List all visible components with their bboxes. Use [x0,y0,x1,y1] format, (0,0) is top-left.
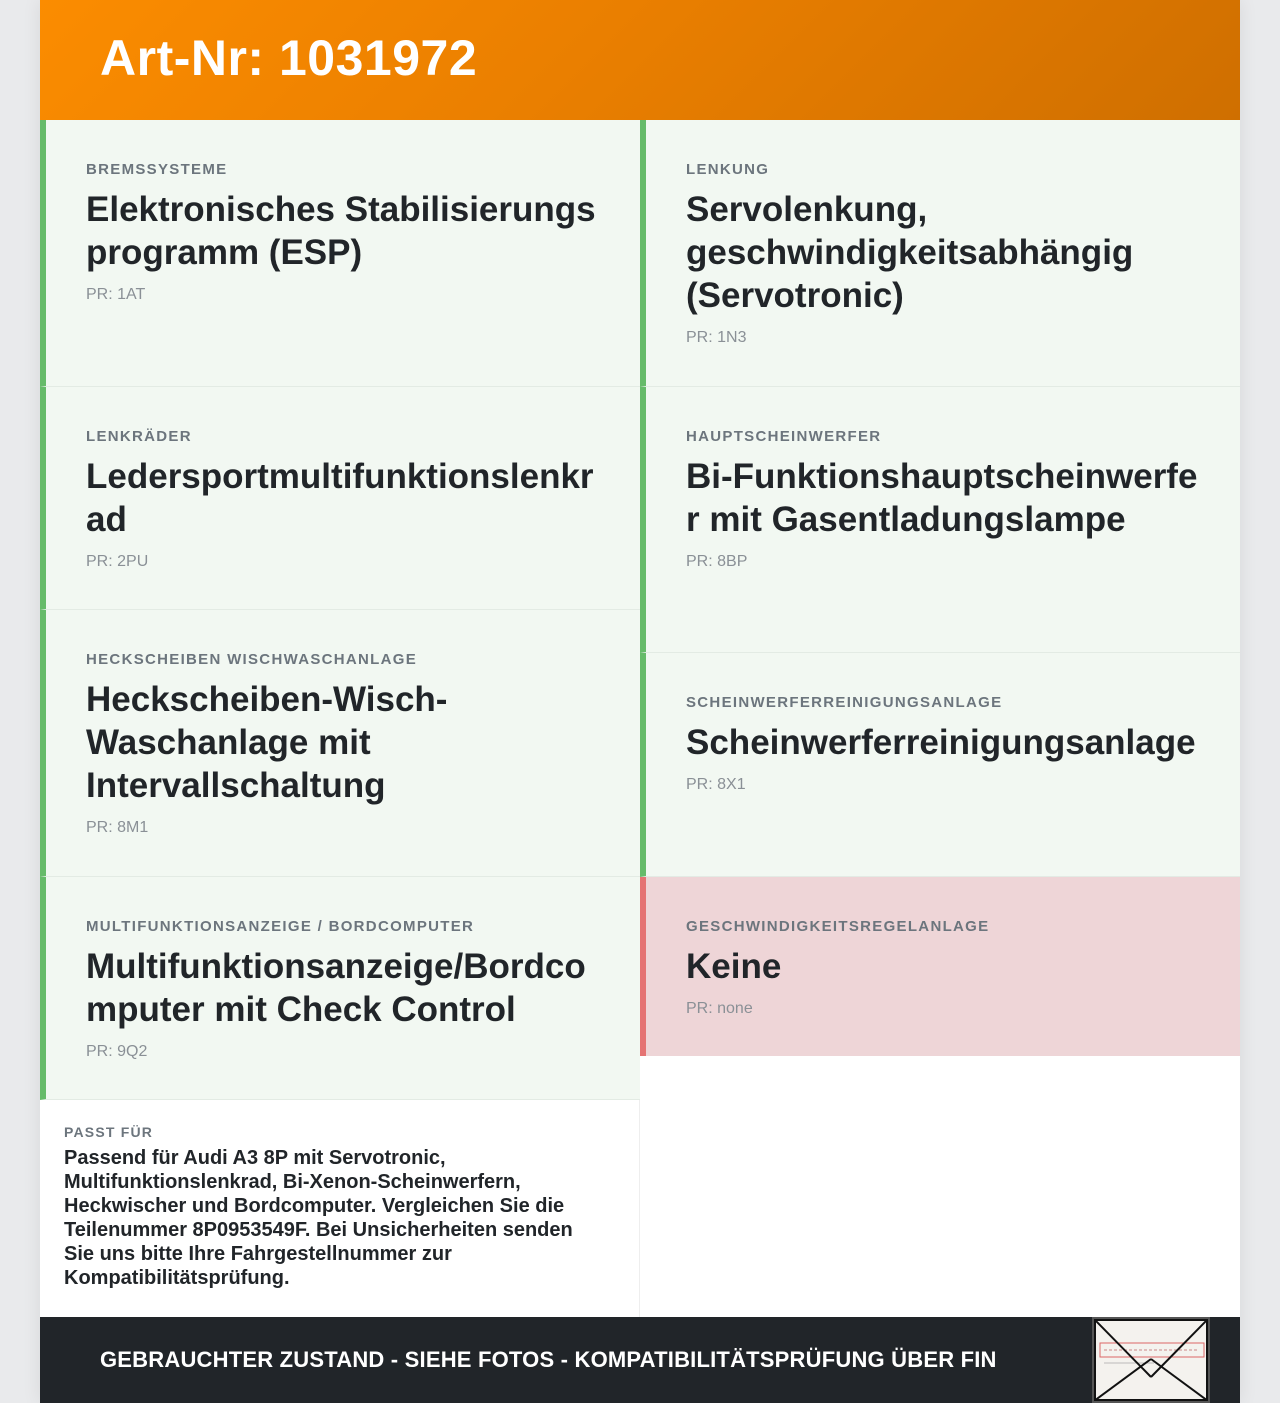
equipment-card-headlight-washer [640,653,1240,877]
equipment-title: Elektronisches Stabilisierungsprogramm (ESP) [86,190,596,272]
header-bar [40,0,1240,120]
equipment-card-steering [640,120,1240,387]
equipment-category: HAUPTSCHEINWERFER [686,428,882,445]
equipment-pr-code: PR: none [686,1000,753,1017]
equipment-category: MULTIFUNKTIONSANZEIGE / BORDCOMPUTER [86,918,475,935]
equipment-pr-code: PR: 1AT [86,286,146,303]
footer-message: GEBRAUCHTER ZUSTAND - SIEHE FOTOS - KOMPATIBILITÄTSPRÜFUNG ÜBER FIN [100,1347,997,1372]
equipment-category: SCHEINWERFERREINIGUNGSANLAGE [686,694,1003,711]
equipment-title: Heckscheiben-Wisch-Waschanlage mit Intervallschaltung [86,680,448,805]
equipment-category: GESCHWINDIGKEITSREGELANLAGE [686,918,990,935]
equipment-title: Servolenkung, geschwindigkeitsabhängig (Servotronic) [686,190,1134,315]
equipment-card-steering-wheel [40,387,640,610]
compatibility-note [40,1100,640,1317]
equipment-card-esp [40,120,640,387]
equipment-category: LENKUNG [686,161,770,178]
equipment-card-cruise-control [640,877,1240,1056]
footer-bar [40,1317,1240,1403]
equipment-title: Scheinwerferreinigungsanlage [686,723,1196,762]
equipment-column-right [640,120,1240,1056]
equipment-grid [40,120,1240,1317]
equipment-category: BREMSSYSTEME [86,161,228,178]
equipment-card-headlights [640,387,1240,653]
equipment-title: Multifunktionsanzeige/Bordcomputer mit Check Control [86,947,586,1029]
vehicle-document-thumbnail-icon[interactable] [1092,1317,1210,1403]
equipment-title: Bi-Funktionshauptscheinwerfer mit Gasentladungslampe [686,457,1198,539]
equipment-title: Ledersportmultifunktionslenkrad [86,457,594,539]
equipment-category: HECKSCHEIBEN WISCHWASCHANLAGE [86,651,418,668]
page-title: Art-Nr: 1031972 [100,30,478,86]
equipment-card-board-computer [40,877,640,1100]
equipment-pr-code: PR: 8X1 [686,776,746,793]
equipment-sheet [40,0,1240,1403]
equipment-pr-code: PR: 8M1 [86,819,149,836]
equipment-card-rear-wiper [40,610,640,877]
equipment-pr-code: PR: 1N3 [686,329,747,346]
envelope-icon [1094,1319,1208,1401]
equipment-pr-code: PR: 8BP [686,553,748,570]
equipment-title: Keine [686,947,782,986]
equipment-pr-code: PR: 9Q2 [86,1043,148,1060]
compatibility-label: PASST FÜR [64,1124,154,1140]
equipment-column-left [40,120,640,1100]
equipment-pr-code: PR: 2PU [86,553,149,570]
equipment-category: LENKRÄDER [86,428,192,445]
compatibility-text: Passend für Audi A3 8P mit Servotronic, Multifunktionslenkrad, Bi-Xenon-Scheinwerfern, Heckwischer und Bordcomputer. Vergleichen Sie die Teilenummer 8P0953549F. Bei Unsicherheiten senden Sie uns bitte Ihre Fahrgestellnummer zur Kompatibilitätsprüfung. [64,1147,573,1289]
